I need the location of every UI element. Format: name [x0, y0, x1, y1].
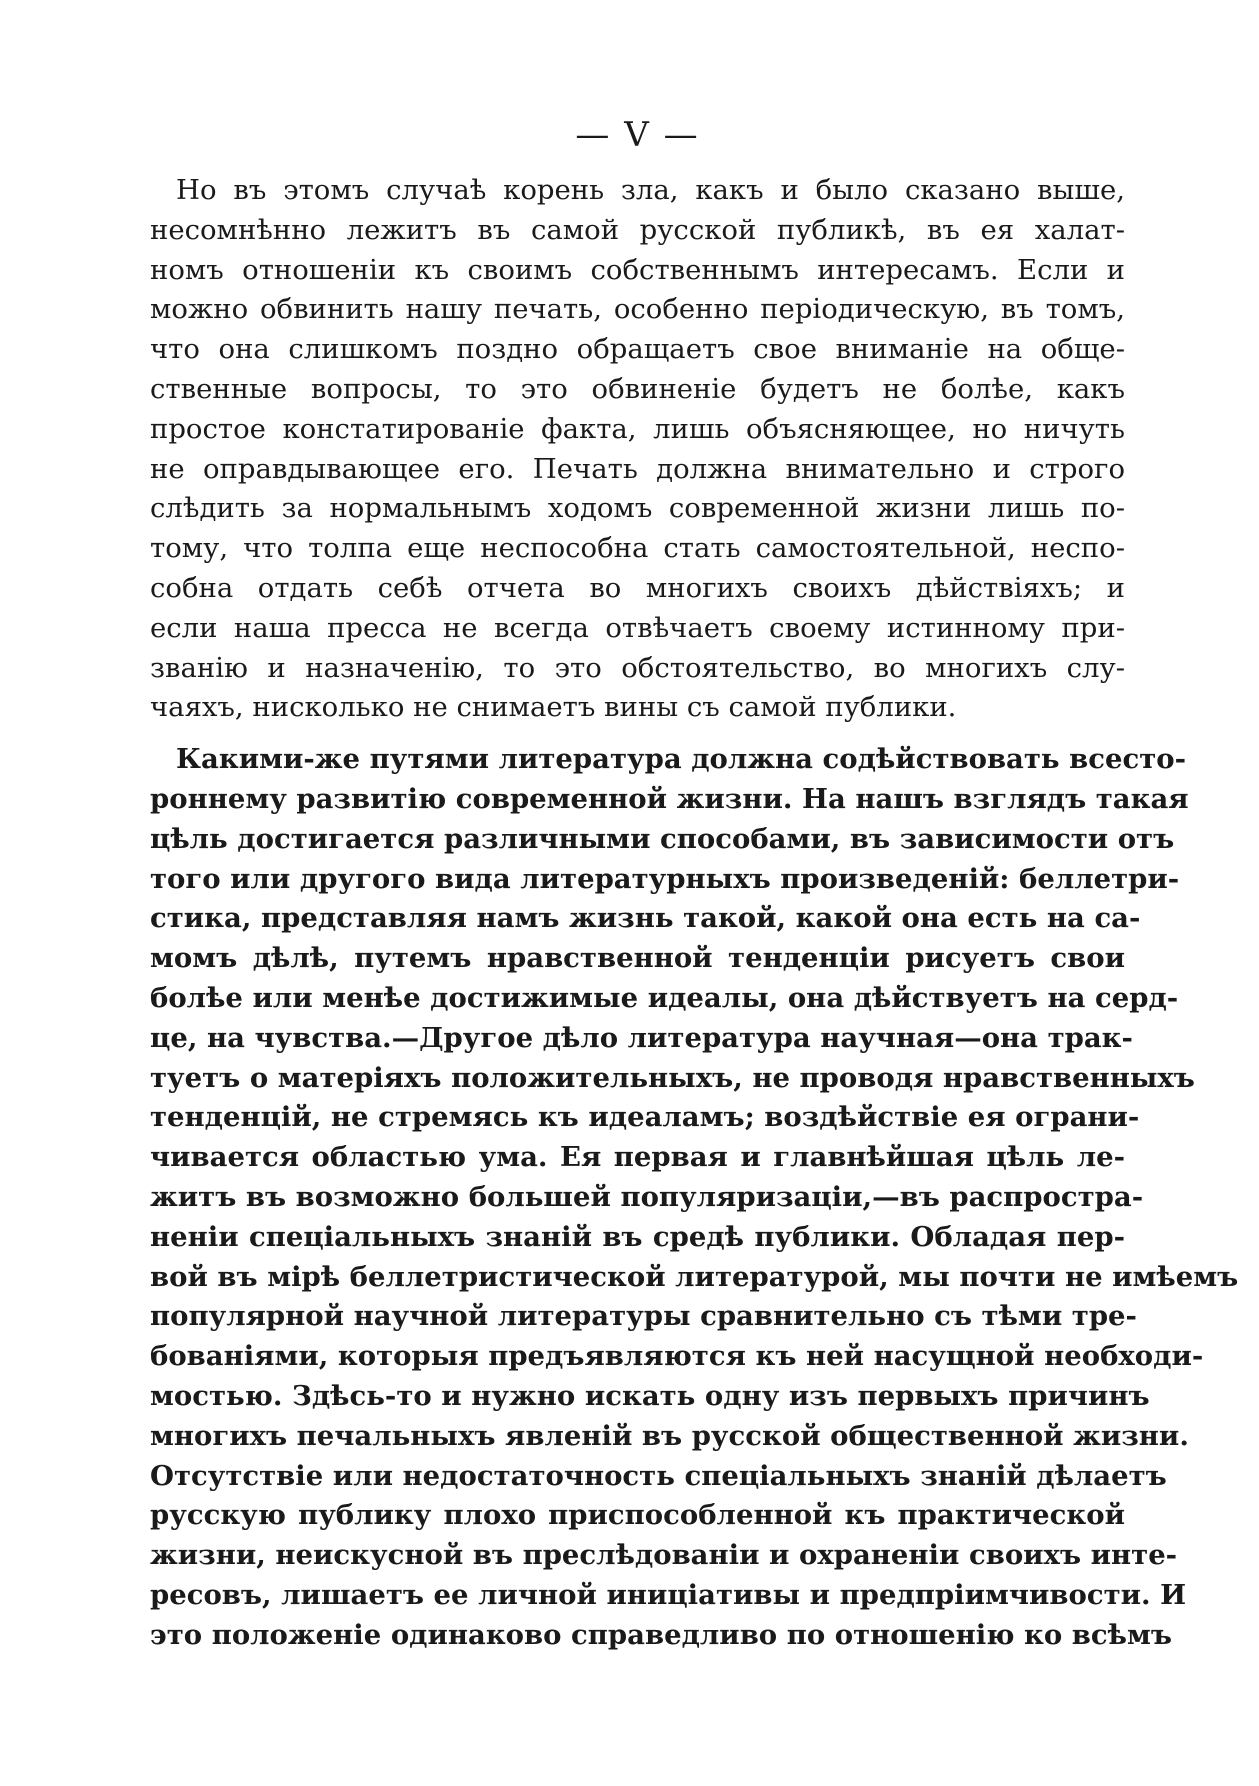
text-line: роннему развитію современной жизни. На нашъ взглядъ такая — [150, 782, 1189, 815]
text-line: Отсутствіе или недостаточность спеціальныхъ знаній дѣлаетъ — [150, 1459, 1167, 1492]
text-line: если наша пресса не всегда отвѣчаетъ своему истинному при- — [150, 611, 1125, 644]
text-line: болѣе или менѣе достижимые идеалы, она дѣйствуетъ на серд- — [150, 981, 1179, 1014]
text-line: вой въ мірѣ беллетристической литературой, мы почти не имѣемъ — [150, 1260, 1239, 1293]
text-line: туетъ о матеріяхъ положительныхъ, не проводя нравственныхъ — [150, 1061, 1195, 1094]
text-line: стика, представляя намъ жизнь такой, какой она есть на са- — [150, 902, 1141, 935]
text-line: популярной научной литературы сравнительно съ тѣми тре- — [150, 1300, 1137, 1333]
text-line: слѣдить за нормальнымъ ходомъ современной жизни лишь по- — [150, 492, 1125, 525]
text-line: тенденцій, не стремясь къ идеаламъ; воздѣйствіе ея ограни- — [150, 1101, 1140, 1134]
page-number: — V — — [575, 115, 700, 155]
text-line: русскую публику плохо приспособленной къ практической — [150, 1499, 1125, 1532]
text-line: можно обвинить нашу печать, особенно періодическую, въ томъ, — [150, 293, 1125, 326]
text-line: чаяхъ, нисколько не снимаетъ вины съ самой публики. — [150, 691, 957, 724]
text-line: жизни, неискусной въ преслѣдованіи и охраненіи своихъ инте- — [150, 1539, 1178, 1572]
text-line: цѣль достигается различными способами, въ зависимости отъ — [150, 822, 1175, 855]
text-line: не оправдывающее его. Печать должна внимательно и строго — [150, 452, 1125, 485]
book-page — [150, 115, 1239, 1667]
text-line: це, на чувства.—Другое дѣло литература научная—она трак- — [150, 1021, 1133, 1054]
text-line: чивается областью ума. Ея первая и главнѣйшая цѣль ле- — [150, 1141, 1125, 1174]
text-line: мостью. Здѣсь-то и нужно искать одну изъ первыхъ причинъ — [150, 1379, 1150, 1412]
text-line: собна отдать себѣ отчета во многихъ своихъ дѣйствіяхъ; и — [150, 571, 1125, 604]
text-line: ственные вопросы, то это обвиненіе будетъ не болѣе, какъ — [150, 372, 1125, 405]
text-line: несомнѣнно лежитъ въ самой русской публикѣ, въ ея халат- — [150, 213, 1125, 246]
text-line: тому, что толпа еще неспособна стать самостоятельной, неспо- — [150, 532, 1125, 565]
paragraph-2 — [150, 740, 1239, 1655]
text-line: неніи спеціальныхъ знаній въ средѣ публики. Обладая пер- — [150, 1220, 1125, 1253]
text-line: момъ дѣлѣ, путемъ нравственной тенденціи рисуетъ свои — [150, 942, 1125, 975]
text-line: житъ въ возможно большей популяризаціи,—въ распростра- — [150, 1180, 1144, 1213]
text-line: Но въ этомъ случаѣ корень зла, какъ и было сказано выше, — [176, 174, 1125, 206]
text-line: бованіями, которыя предъявляются къ ней насущной необходи- — [150, 1340, 1204, 1373]
paragraph-1 — [150, 171, 1125, 728]
text-line: званію и назначенію, то это обстоятельство, во многихъ слу- — [150, 651, 1125, 684]
text-line: простое констатированіе факта, лишь объясняющее, но ничуть — [150, 412, 1125, 445]
text-line: это положеніе одинаково справедливо по отношенію ко всѣмъ — [150, 1618, 1172, 1651]
text-line: многихъ печальныхъ явленій въ русской общественной жизни. — [150, 1419, 1189, 1452]
text-line: что она слишкомъ поздно обращаетъ свое вниманіе на обще- — [150, 333, 1125, 366]
text-line: того или другого вида литературныхъ произведеній: беллетри- — [150, 862, 1180, 895]
text-line: ресовъ, лишаетъ ее личной иниціативы и предпріимчивости. И — [150, 1578, 1187, 1611]
text-line: Какими-же путями литература должна содѣйствовать всесто- — [176, 743, 1187, 776]
text-line: номъ отношеніи къ своимъ собственнымъ интересамъ. Если и — [150, 253, 1125, 286]
